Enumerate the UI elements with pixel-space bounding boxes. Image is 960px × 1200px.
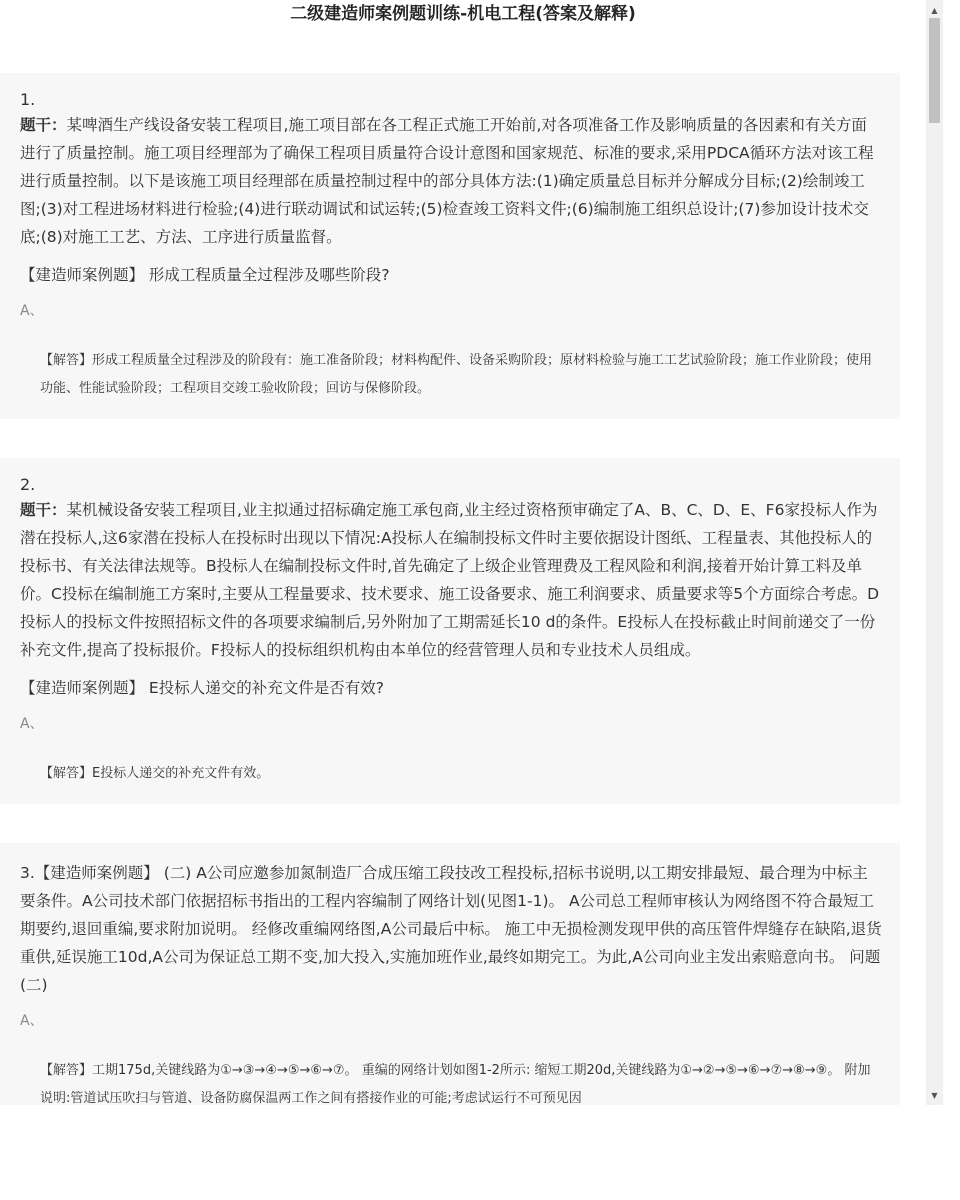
question-prompt: 【建造师案例题】 E投标人递交的补充文件是否有效? bbox=[20, 679, 384, 697]
question-card bbox=[0, 458, 900, 804]
question-stem bbox=[20, 859, 882, 999]
question-card bbox=[0, 73, 900, 419]
stem-text: 某啤酒生产线设备安装工程项目,施工项目部在各工程正式施工开始前,对各项准备工作及影响质量的各因素和有关方面进行了质量控制。施工项目经理部为了确保工程项目质量符合设计意图和国家规范、标准的要求,采用PDCA循环方法对该工程进行质量控制。以下是该施工项目经理部在质量控制过程中的部分具体方法:(1)确定质量总目标并分解成分目标;(2)绘制竣工图;(3)对工程进场材料进行检验;(4)进行联动调试和试运转;(5)检查竣工资料文件;(6)编制施工组织总设计;(7)参加设计技术交底;(8)对施工工艺、方法、工序进行质量监督。 bbox=[20, 116, 874, 246]
question-number: 2. bbox=[20, 475, 36, 494]
question-stem bbox=[20, 496, 882, 664]
answer-explanation: 【解答】形成工程质量全过程涉及的阶段有：施工准备阶段；材料构配件、设备采购阶段；原材料检验与施工工艺试验阶段；施工作业阶段；使用功能、性能试验阶段；工程项目交竣工验收阶段；回访与保修阶段。 bbox=[40, 353, 873, 396]
answer-option[interactable]: A、 bbox=[20, 1013, 44, 1029]
page-title: 二级建造师案例题训练-机电工程(答案及解释) bbox=[290, 4, 636, 24]
vertical-scrollbar[interactable] bbox=[926, 0, 943, 1105]
question-card bbox=[0, 843, 900, 1105]
stem-label: 题干： bbox=[20, 116, 67, 134]
scroll-down-arrow-icon[interactable]: ▼ bbox=[931, 1091, 938, 1100]
answer-explanation: 【解答】工期175d,关键线路为①→③→④→⑤→⑥→⑦。 重编的网络计划如图1-2所示: 缩短工期20d,关键线路为①→②→⑤→⑥→⑦→⑧→⑨。 附加说明:管道试压吹扫与管道、设备防腐保温两工作之间有搭接作业的可能;考虑试运行不可预见因 bbox=[40, 1063, 871, 1105]
stem-text: 【建造师案例题】 (二) A公司应邀参加氮制造厂合成压缩工段技改工程投标,招标书说明,以工期安排最短、最合理为中标主要条件。A公司技术部门依据招标书指出的工程内容编制了网络计划(见图1-1)。 A公司总工程师审核认为网络图不符合最短工期要约,退回重编,要求附加说明。 经修改重编网络图,A公司最后中标。 施工中无损检测发现甲供的高压管件焊缝存在缺陷,退货重供,延误施工10d,A公司为保证总工期不变,加大投入,实施加班作业,最终如期完工。为此,A公司向业主发出索赔意向书。 问题(二) bbox=[20, 864, 882, 994]
question-prompt: 【建造师案例题】 形成工程质量全过程涉及哪些阶段? bbox=[20, 266, 390, 284]
scroll-up-arrow-icon[interactable]: ▲ bbox=[931, 6, 938, 15]
answer-option[interactable]: A、 bbox=[20, 716, 44, 732]
question-number: 1. bbox=[20, 90, 36, 109]
question-number: 3. bbox=[20, 864, 35, 882]
scroll-thumb[interactable] bbox=[929, 18, 940, 123]
answer-explanation: 【解答】E投标人递交的补充文件有效。 bbox=[40, 766, 270, 781]
stem-label: 题干： bbox=[20, 501, 67, 519]
stem-text: 某机械设备安装工程项目,业主拟通过招标确定施工承包商,业主经过资格预审确定了A、B、C、D、E、F6家投标人作为潜在投标人,这6家潜在投标人在投标时出现以下情况:A投标人在编制投标文件时主要依据设计图纸、工程量表、其他投标人的投标书、有关法律法规等。B投标人在编制投标文件时,首先确定了上级企业管理费及工程风险和利润,接着开始计算工料及单价。C投标在编制施工方案时,主要从工程量要求、技术要求、施工设备要求、施工利润要求、质量要求等5个方面综合考虑。D投标人的投标文件按照招标文件的各项要求编制后,另外附加了工期需延长10 d的条件。E投标人在投标截止时间前递交了一份补充文件,提高了投标报价。F投标人的投标组织机构由本单位的经营管理人员和专业技术人员组成。 bbox=[20, 501, 880, 659]
answer-option[interactable]: A、 bbox=[20, 303, 44, 319]
question-stem bbox=[20, 111, 882, 251]
